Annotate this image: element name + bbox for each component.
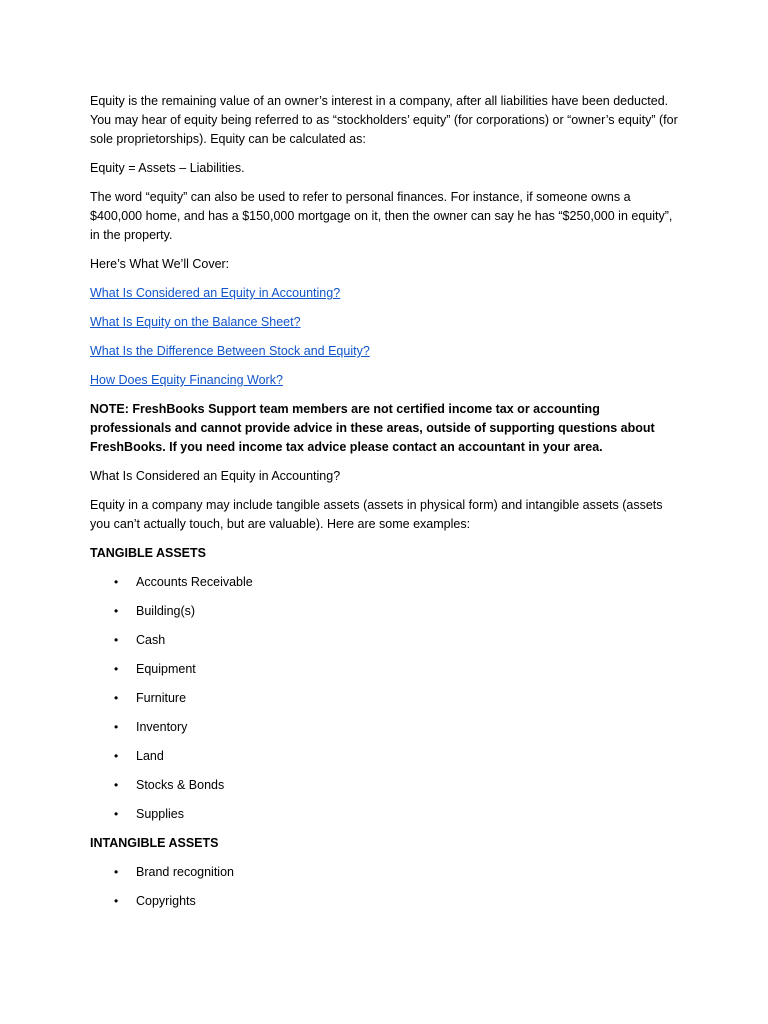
list-item-label: Brand recognition <box>136 865 234 879</box>
list-item <box>90 631 680 650</box>
list-item <box>90 689 680 708</box>
list-item <box>90 805 680 824</box>
personal-finance-paragraph: The word “equity” can also be used to refer to personal finances. For instance, if someone owns a $400,000 home, and has a $150,000 mortgage on it, then the owner can say he has “$250,000 in equity”, in the property. <box>90 190 673 242</box>
equity-formula: Equity = Assets – Liabilities. <box>90 161 245 175</box>
intangible-assets-heading: INTANGIBLE ASSETS <box>90 836 219 850</box>
tangible-assets-list <box>90 573 680 824</box>
list-item-label: Building(s) <box>136 604 196 618</box>
document-body <box>90 92 680 921</box>
bullet-icon: • <box>114 691 119 705</box>
toc-link-text[interactable]: How Does Equity Financing Work? <box>90 373 283 387</box>
toc-link-equity-financing[interactable] <box>90 371 680 390</box>
bullet-icon: • <box>114 575 119 589</box>
intangible-assets-list <box>90 863 680 911</box>
bullet-icon: • <box>114 807 119 821</box>
intro-paragraph: Equity is the remaining value of an owner’s interest in a company, after all liabilities have been deducted. You may hear of equity being referred to as “stockholders’ equity” (for corporations) or “owner’s equity” (for sole proprietorships). Equity can be calculated as: <box>90 94 678 146</box>
examples-intro: Equity in a company may include tangible assets (assets in physical form) and intangible assets (assets you can’t actually touch, but are valuable). Here are some examples: <box>90 498 663 531</box>
list-item-label: Equipment <box>136 662 196 676</box>
bullet-icon: • <box>114 633 119 647</box>
toc-link-text[interactable]: What Is the Difference Between Stock and Equity? <box>90 344 370 358</box>
toc-link-text[interactable]: What Is Considered an Equity in Accounting? <box>90 286 341 300</box>
toc-link-stock-vs-equity[interactable] <box>90 342 680 361</box>
toc-link-equity-in-accounting[interactable] <box>90 284 680 303</box>
bullet-icon: • <box>114 720 119 734</box>
list-item <box>90 718 680 737</box>
toc-link-balance-sheet[interactable] <box>90 313 680 332</box>
list-item <box>90 776 680 795</box>
bullet-icon: • <box>114 749 119 763</box>
toc-link-text[interactable]: What Is Equity on the Balance Sheet? <box>90 315 301 329</box>
list-item-label: Inventory <box>136 720 188 734</box>
list-item-label: Furniture <box>136 691 187 705</box>
list-item-label: Land <box>136 749 164 763</box>
list-item-label: Cash <box>136 633 166 647</box>
bullet-icon: • <box>114 604 119 618</box>
list-item-label: Accounts Receivable <box>136 575 253 589</box>
list-item <box>90 573 680 592</box>
list-item-label: Stocks & Bonds <box>136 778 225 792</box>
cover-heading: Here’s What We’ll Cover: <box>90 257 230 271</box>
section-heading: What Is Considered an Equity in Accounting? <box>90 469 341 483</box>
bullet-icon: • <box>114 894 119 908</box>
list-item-label: Supplies <box>136 807 184 821</box>
bullet-icon: • <box>114 662 119 676</box>
list-item <box>90 660 680 679</box>
list-item <box>90 892 680 911</box>
list-item <box>90 747 680 766</box>
bullet-icon: • <box>114 778 119 792</box>
list-item <box>90 602 680 621</box>
bullet-icon: • <box>114 865 119 879</box>
list-item-label: Copyrights <box>136 894 196 908</box>
list-item <box>90 863 680 882</box>
tangible-assets-heading: TANGIBLE ASSETS <box>90 546 206 560</box>
support-note: NOTE: FreshBooks Support team members are not certified income tax or accounting professionals and cannot provide advice in these areas, outside of supporting questions about FreshBooks. If you need income tax advice please contact an accountant in your area. <box>90 402 655 454</box>
